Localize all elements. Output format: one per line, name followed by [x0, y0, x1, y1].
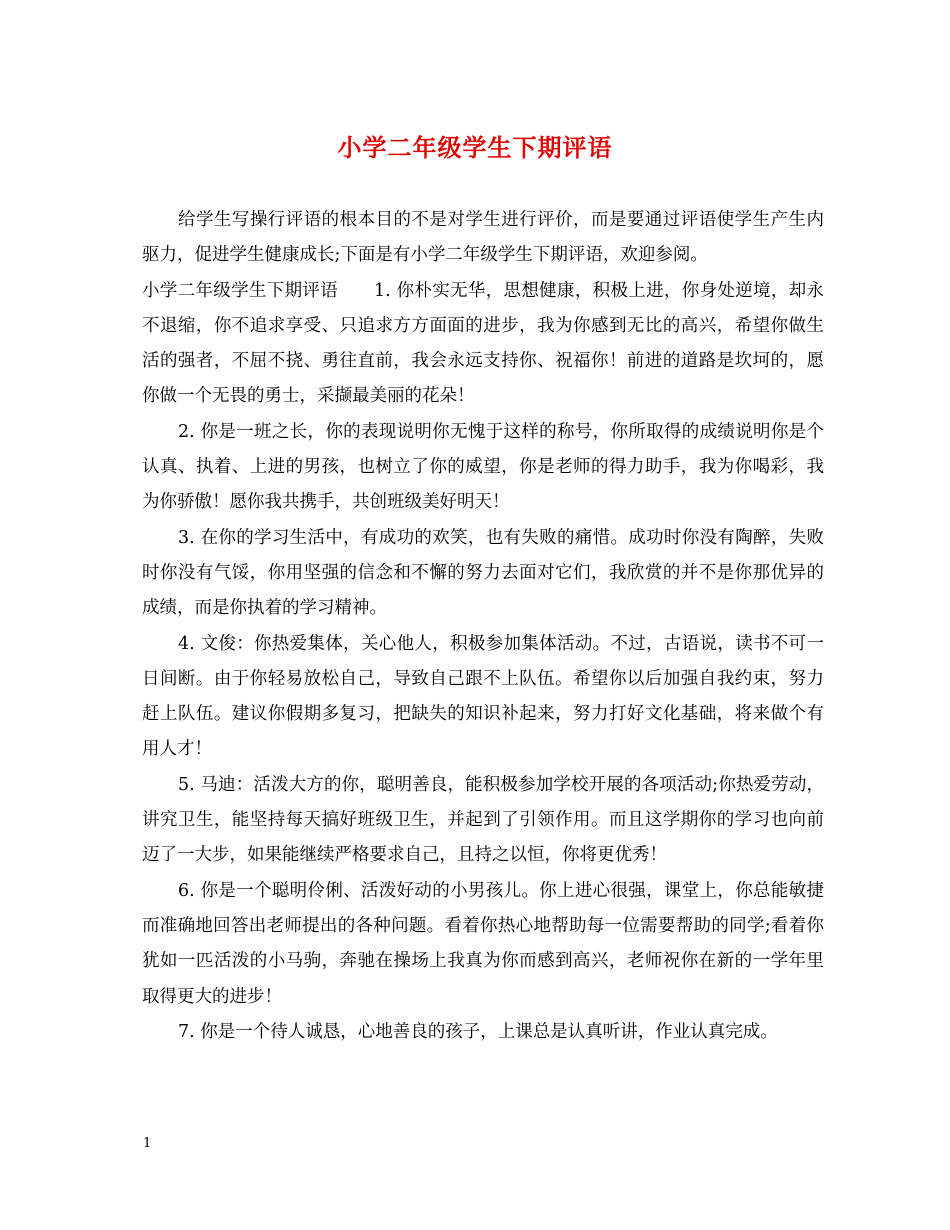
comment-paragraph-2: 2. 你是一班之长，你的表现说明你无愧于这样的称号，你所取得的成绩说明你是个认真、执着、上进的男孩，也树立了你的威望，你是老师的得力助手，我为你喝彩，我为你骄傲！愿你我共携手，共创班级美好明天！ — [142, 421, 824, 513]
section-label: 小学二年级学生下期评语 — [142, 280, 339, 301]
comment-paragraph-4: 4. 文俊：你热爱集体，关心他人，积极参加集体活动。不过，古语说，读书不可一日间断。由于你轻易放松自己，导致自己跟不上队伍。希望你以后加强自我约束，努力赶上队伍。建议你假期多复习，把缺失的知识补起来，努力打好文化基础，将来做个有用人才！ — [142, 633, 824, 760]
comment-paragraph-7: 7. 你是一个待人诚恳，心地善良的孩子，上课总是认真听讲，作业认真完成。 — [178, 1021, 778, 1042]
comment-paragraph-6: 6. 你是一个聪明伶俐、活泼好动的小男孩儿。你上进心很强，课堂上，你总能敏捷而准确地回答出老师提出的各种问题。看着你热心地帮助每一位需要帮助的同学;看着你犹如一匹活泼的小马驹，奔驰在操场上我真为你而感到高兴，老师祝你在新的一学年里取得更大的进步！ — [142, 880, 824, 1007]
comment-paragraph-5: 5. 马迪：活泼大方的你，聪明善良，能积极参加学校开展的各项活动;你热爱劳动，讲究卫生，能坚持每天搞好班级卫生，并起到了引领作用。而且这学期你的学习也向前迈了一大步，如果能继续严格要求自己，且持之以恒，你将更优秀！ — [142, 774, 824, 866]
page-number: 1 — [143, 1136, 152, 1151]
comment-paragraph-3: 3. 在你的学习生活中，有成功的欢笑，也有失败的痛惜。成功时你没有陶醉，失败时你没有气馁，你用坚强的信念和不懈的努力去面对它们，我欣赏的并不是你那优异的成绩，而是你执着的学习精神。 — [142, 527, 824, 619]
comment-paragraph-1 — [142, 274, 824, 415]
document-title: 小学二年级学生下期评语 — [337, 133, 613, 162]
intro-paragraph: 给学生写操行评语的根本目的不是对学生进行评价，而是要通过评语使学生产生内驱力，促进学生健康成长;下面是有小学二年级学生下期评语，欢迎参阅。 — [142, 210, 824, 266]
comment-text-1: 1. 你朴实无华，思想健康，积极上进，你身处逆境，却永不退缩，你不追求享受、只追求方方面面的进步，我为你感到无比的高兴，希望你做生活的强者，不屈不挠、勇往直前，我会永远支持你、祝福你！前进的道路是坎坷的，愿你做一个无畏的勇士，采撷最美丽的花朵！ — [142, 280, 824, 407]
document-body — [142, 203, 824, 1050]
